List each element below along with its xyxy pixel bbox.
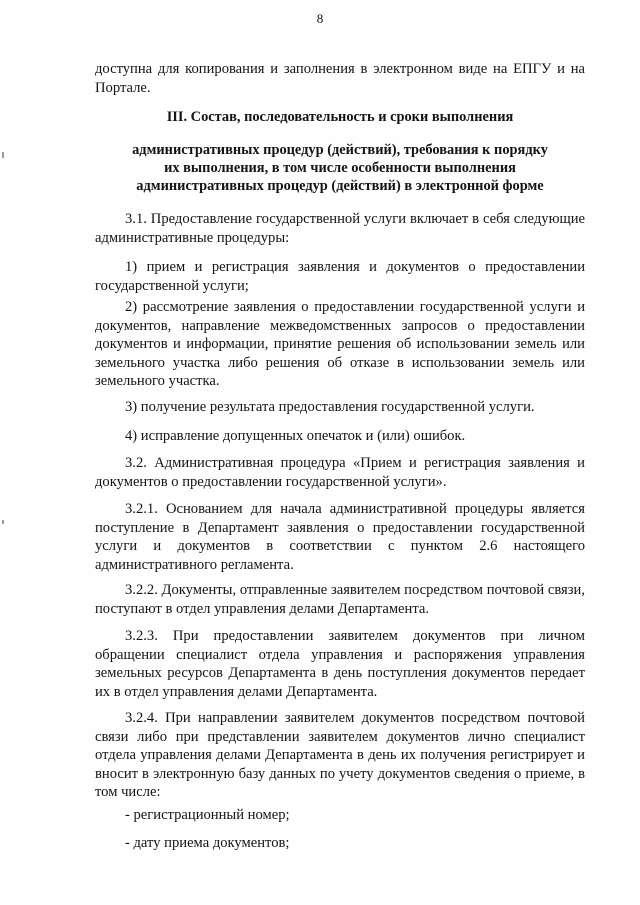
scan-margin-mark — [2, 152, 4, 158]
continuation-paragraph: доступна для копирования и заполнения в электронном виде на ЕПГУ и на Портале. — [95, 61, 585, 96]
list-item-4: 4) исправление допущенных опечаток и (или) ошибок. — [125, 428, 466, 444]
paragraph-3-2-3: 3.2.3. При предоставлении заявителем документов при личном обращении специалист отдела управления и распоряжения управления земельных ресурсов Департамента в день поступления документов передает их в отдел управления делами Департамента. — [95, 628, 585, 700]
paragraph-3-2-4: 3.2.4. При направлении заявителем документов посредством почтовой связи либо при представлении заявителем документов лично специалист отдела управления делами Департамента в день их получения регистрирует и вносит в электронную базу данных по учету документов сведения о приеме, в том числе: — [95, 710, 585, 801]
section-heading-line-4: административных процедур (действий) в электронной форме — [136, 178, 544, 194]
section-heading-line-1: III. Состав, последовательность и сроки выполнения — [166, 109, 514, 125]
scan-margin-mark — [2, 520, 4, 524]
section-heading-line-3: их выполнения, в том числе особенности выполнения — [164, 160, 516, 176]
sublist-item-reception-date: - дату приема документов; — [125, 835, 290, 851]
paragraph-3-2: 3.2. Административная процедура «Прием и регистрация заявления и документов о предоставлении государственной услуги». — [95, 455, 585, 490]
paragraph-3-1: 3.1. Предоставление государственной услуги включает в себя следующие административные процедуры: — [95, 211, 585, 246]
list-item-3: 3) получение результата предоставления государственной услуги. — [125, 399, 535, 415]
section-heading-line-2: административных процедур (действий), требования к порядку — [132, 142, 548, 158]
paragraph-3-2-1: 3.2.1. Основанием для начала административной процедуры является поступление в Департамент заявления о предоставлении государственной услуги и документов в соответствии с пунктом 2.6 настоящего административного регламента. — [95, 501, 585, 573]
paragraph-3-2-2: 3.2.2. Документы, отправленные заявителем посредством почтовой связи, поступают в отдел управления делами Департамента. — [95, 582, 585, 617]
list-item-2: 2) рассмотрение заявления о предоставлении государственной услуги и документов, направление межведомственных запросов о предоставлении документов и информации, принятие решения об использовании земель или земельного участка либо решения об отказе в использовании земель или земельного участка. — [95, 299, 585, 390]
list-item-1: 1) прием и регистрация заявления и документов о предоставлении государственной услуги; — [95, 259, 585, 294]
page-number: 8 — [316, 11, 324, 26]
sublist-item-registration-number: - регистрационный номер; — [125, 807, 290, 823]
